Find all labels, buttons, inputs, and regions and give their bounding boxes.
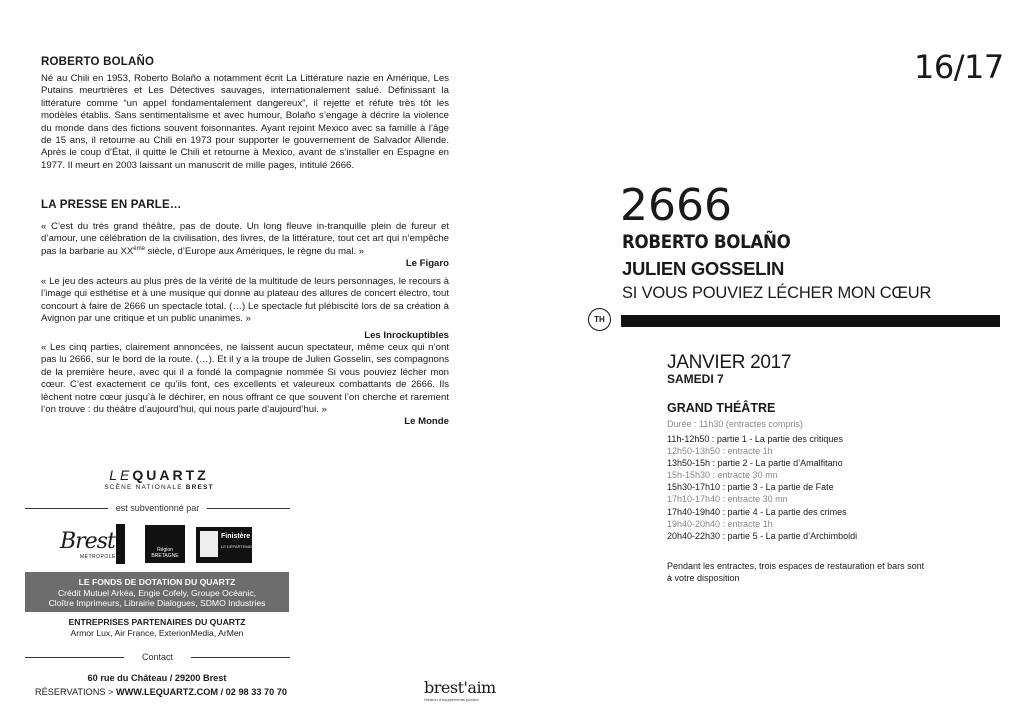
region-bretagne-logo: Région BRETAGNE [145,525,185,563]
date-month: JANVIER 2017 [667,352,792,373]
logo-scene: SCÈNE NATIONALE [104,484,183,491]
fonds-line: Cloître Imprimeurs, Librairie Dialogues, SDMO Industries [48,598,266,608]
press-quote-monde [41,342,449,429]
le-quartz-logo [99,467,219,491]
intermission-note: Pendant les entractes, trois espaces de restauration et bars sont à votre disposition [667,561,925,583]
subsidy-label: est subventionné par [115,503,200,513]
schedule-part: 15h30-17h10 : partie 3 - La partie de Fate [667,482,834,493]
logo-quartz: QUARTZ [132,467,209,483]
reservations-prefix: RÉSERVATIONS > [35,687,116,697]
season-label: 16/17 [914,48,1004,86]
contact-label: Contact [141,652,174,662]
bio-text: Né au Chili en 1953, Roberto Bolaño a notamment écrit La Littérature nazie en Amérique, Les Putains meurtrières et Les Détectives sauvages, internationalement salué. Définissant la littérature comme “un appel fondamentalement dangereux”, il rejette et réfute très tôt les modèles établis. Sans sentimentalisme et avec humour, Bolaño s’engage à décrire la violence du monde dans des fictions souvent foisonnantes. Ayant rejoint Mexico avec sa famille à l’âge de 15 ans, il retourne au Chili en 1973 pour supporter le gouvernement de Salvador Allende. Après le coup d’État, il quitte le Chili et retourne à Mexico, avant de s’installer en Espagne en 1977. Il meurt en 2003 laissant un manuscrit de mille pages, intitulé 2666. [41,73,449,171]
brest-metropole-sub: MÉTROPOLE [80,554,116,560]
divider [25,657,124,658]
press-heading: LA PRESSE EN PARLE… [41,199,182,211]
show-author: ROBERTO BOLAÑO [622,232,791,253]
finistere-shield-icon [200,531,218,557]
contact-row [25,652,290,662]
divider [207,508,290,509]
logo-city: BREST [185,484,214,491]
subsidy-row [25,503,290,513]
schedule-intermission: 19h40-20h40 : entracte 1h [667,518,773,529]
brest-metropole-logo: Brest [60,529,115,554]
press-quote-figaro [41,221,449,271]
fonds-dotation-box [25,572,289,612]
date-day: SAMEDI 7 [667,372,724,386]
quote-sup: ème [133,245,145,252]
brestaim-sub: Gestion d’équipements publics [424,697,479,702]
schedule-list [667,433,967,542]
ministere-culture-logo [116,524,125,564]
fonds-title: LE FONDS DE DOTATION DU QUARTZ [78,577,236,587]
schedule-part: 13h50-15h : partie 2 - La partie d’Amalfitano [667,458,843,469]
reservations [31,687,291,697]
schedule-part: 11h-12h50 : partie 1 - La partie des critiques [667,434,843,444]
schedule-intermission: 17h10-17h40 : entracte 30 mn [667,494,788,505]
reservations-link[interactable]: WWW.LEQUARTZ.COM / 02 98 33 70 70 [115,687,287,697]
partners-block [25,617,289,638]
quote-text: « C’est du très grand théâtre, pas de doute. Un long fleuve in-tranquille plein de fureur et d’amour, une célébration de la civilisation, des livres, de la littérature, tout cet art qui n’empêche pas la barbarie au XX [41,221,449,257]
show-company: SI VOUS POUVIEZ LÉCHER MON CŒUR [622,284,932,302]
quote-source: Les Inrockuptibles [364,329,449,341]
partners-title: ENTREPRISES PARTENAIRES DU QUARTZ [68,617,246,627]
brestaim-logo: brest'aim [424,678,496,697]
quote-text: « Les cinq parties, clairement annoncées, ne laissent aucun spectateur, même ceux qui n’ont pas lu 2666, sur le bord de la route. (…). Et il y a la troupe de Julien Gosselin, ses compagnons de la première heure, avec qui il a fondé la compagnie nommée Si vous pouviez lécher mon cœur. C’est exactement ce qu’ils font, ces excellents et valeureux combattants de 2666. Ils lèchent notre cœur jusqu’à le déchirer, en nous offrant ce que souvent l’on cherche et rarement l’on trouve : du théâtre d’aujourd’hui, qui nous parle d’aujourd’hui. » [41,342,449,416]
title-bar [621,315,1000,327]
schedule-intermission: 15h-15h30 : entracte 30 mn [667,470,778,481]
schedule-part: 17h40-19h40 : partie 4 - La partie des crimes [667,506,847,517]
quote-text-end: siècle, d’Europe aux Amériques, le règne du mal. » [144,245,365,257]
venue-name: GRAND THÉÂTRE [667,401,776,415]
schedule-intermission: 12h50-13h50 : entracte 1h [667,446,773,457]
quote-text: « Le jeu des acteurs au plus près de la vérité de la multitude de leurs personnages, le recours à l’image qui esthétise et à une musique qui donne au plateau des allures de concert électro, tout concourt à faire de 2666 un spectacle total. (…) Le spectacle fut plébiscité lors de sa création à Avignon par une critique et un public unanimes. » [41,276,449,325]
press-quote-inrocks [41,276,449,342]
quote-source: Le Monde [404,416,449,428]
quote-source: Le Figaro [405,258,449,270]
partners-list: Armor Lux, Air France, ExterionMedia, ArMen [70,627,244,638]
address: 60 rue du Château / 29200 Brest [87,673,227,683]
logo-le: LE [109,467,133,483]
show-director: JULIEN GOSSELIN [622,258,785,279]
divider [191,657,290,658]
fonds-line: Crédit Mutuel Arkéa, Engie Cofely, Groupe Océanic, [57,587,257,598]
theatre-badge: TH [588,308,611,331]
finistere-name: Finistère [221,533,251,540]
divider [25,508,108,509]
bio-heading: ROBERTO BOLAÑO [41,56,155,68]
venue-duration: Durée : 11h30 (entractes compris) [667,419,803,429]
finistere-sub: LE DÉPARTEMENT [221,544,257,549]
schedule-part: 20h40-22h30 : partie 5 - La partie d’Archimboldi [667,530,858,541]
show-title: 2666 [620,180,732,231]
